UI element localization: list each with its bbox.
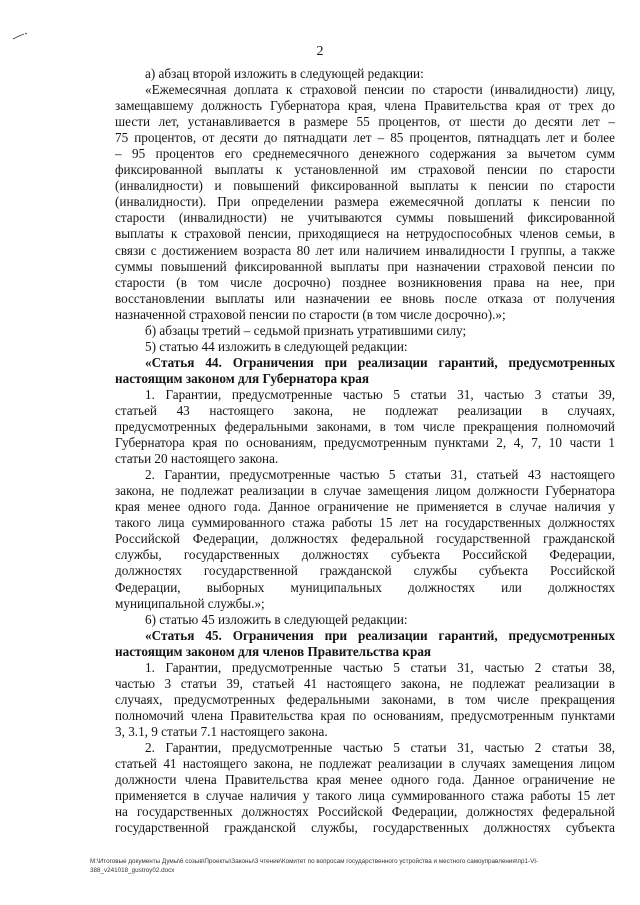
text-line: 2. Гарантии, предусмотренные частью 5 статьи 31, частью 2 статьи 38, bbox=[145, 739, 615, 755]
article-heading-line: настоящим законом для членов Правительства края bbox=[115, 643, 432, 659]
text-line: частью 3 статьи 39, статьей 41 настоящего закона, не подлежат реализации в bbox=[115, 675, 615, 691]
text-line: 3, 3.1, 9 статьи 7.1 настоящего закона. bbox=[115, 723, 328, 739]
text-line: закона, не подлежат реализации в случае замещения лицом должности Губернатора bbox=[115, 483, 615, 499]
text-line: статьей 41 настоящего закона, не подлежат реализации в случаях замещения лицом bbox=[115, 756, 615, 772]
text-line: Российской Федерации, должностях федеральной государственной гражданской bbox=[115, 531, 615, 547]
text-line: должностях государственной гражданской службы субъекта Российской bbox=[115, 563, 615, 579]
text-line: 1. Гарантии, предусмотренные частью 5 статьи 31, частью 3 статьи 39, bbox=[145, 386, 615, 402]
text-line: на государственных должностях Российской Федерации, должностях федеральной bbox=[115, 804, 615, 820]
text-line: 2. Гарантии, предусмотренные частью 5 статьи 31, статьей 43 настоящего bbox=[145, 467, 615, 483]
text-line: муниципальной службы.»; bbox=[115, 595, 265, 611]
footer-path-line: 388_v241018_gustroy02.docx bbox=[90, 866, 175, 874]
text-line: старости (в том числе досрочно) позднее возникновения права на нее, при bbox=[115, 274, 615, 290]
text-line: службы, государственных должностях субъекта Российской Федерации, bbox=[115, 547, 615, 563]
article-heading-line: «Статья 45. Ограничения при реализации гарантий, предусмотренных bbox=[145, 627, 615, 643]
text-line: 75 процентов, от десяти до пятнадцати лет – 85 процентов, пятнадцать лет и более bbox=[115, 130, 615, 146]
text-line: должности члена Правительства края менее одного года. Данное ограничение не bbox=[115, 772, 615, 788]
text-line: замещавшему должность Губернатора края, члена Правительства края от трех до bbox=[115, 98, 615, 114]
text-line: старости (инвалидности) не учитываются суммы повышений фиксированной bbox=[115, 210, 615, 226]
text-line: связи с достижением возраста 80 лет или наличием инвалидности I группы, а также bbox=[115, 242, 615, 258]
text-line: полномочий члена Правительства края по основаниям, предусмотренным пунктами bbox=[115, 707, 615, 723]
text-line: статьи 20 настоящего закона. bbox=[115, 451, 279, 467]
pen-mark-icon bbox=[12, 32, 30, 40]
text-line: применяется в случае наличия у такого лица суммированного стажа работы 15 лет bbox=[115, 788, 615, 804]
text-line: края менее одного года. Данное ограничение не применяется в случае наличия у bbox=[115, 499, 615, 515]
text-line: фиксированной выплаты к установленной им страховой пенсии по старости bbox=[115, 162, 615, 178]
text-line: (инвалидности) и повышений фиксированной выплаты к пенсии по старости bbox=[115, 178, 615, 194]
text-line: 1. Гарантии, предусмотренные частью 5 статьи 31, частью 2 статьи 38, bbox=[145, 659, 615, 675]
text-line: такого лица суммированного стажа работы 15 лет на государственных должностях bbox=[115, 515, 615, 531]
footer-path-line: M:\Итоговые документы Думы\6 созыв\Проекты\Законы\3 чтение\Комитет по вопросам государственного устройства и местного самоуправления\пр1-VI- bbox=[90, 858, 539, 865]
article-heading-line: «Статья 44. Ограничения при реализации гарантий, предусмотренных bbox=[145, 354, 615, 370]
text-line: (инвалидности). При определении размера ежемесячной доплаты к пенсии по bbox=[115, 194, 615, 210]
text-line: шести лет, устанавливается в размере 55 процентов, от шести до десяти лет – bbox=[115, 114, 615, 130]
text-line: суммы повышений фиксированной выплаты при назначении страховой пенсии по bbox=[115, 258, 615, 274]
document-body bbox=[115, 66, 615, 836]
text-line: б) абзацы третий – седьмой признать утратившими силу; bbox=[145, 322, 467, 338]
text-line: государственной гражданской службы, государственных должностях субъекта bbox=[115, 820, 615, 836]
text-line: «Ежемесячная доплата к страховой пенсии по старости (инвалидности) лицу, bbox=[145, 82, 615, 98]
text-line: Федерации, выборных муниципальных должностях или должностях bbox=[115, 579, 615, 595]
page-number: 2 bbox=[316, 44, 324, 59]
text-line: 5) статью 44 изложить в следующей редакции: bbox=[145, 338, 408, 354]
text-line: Губернатора края по основаниям, предусмотренным пунктами 2, 4, 7, 10 части 1 bbox=[115, 435, 615, 451]
text-line: предусмотренных федеральными законами, в том числе прекращения полномочий bbox=[115, 419, 615, 435]
article-heading-line: настоящим законом для Губернатора края bbox=[115, 370, 370, 386]
text-line: а) абзац второй изложить в следующей редакции: bbox=[145, 66, 424, 81]
text-line: выплаты к страховой пенсии, приходящиеся на нетрудоспособных членов семьи, в bbox=[115, 226, 615, 242]
text-line: случаях, предусмотренных федеральными законами, в том числе прекращения bbox=[115, 691, 615, 707]
text-line: статьей 43 настоящего закона, не подлежат реализации в случаях, bbox=[115, 402, 615, 418]
text-line: назначенной страховой пенсии по старости (в том числе досрочно).»; bbox=[115, 306, 506, 322]
text-line: 6) статью 45 изложить в следующей редакции: bbox=[145, 611, 408, 627]
text-line: восстановлении выплаты или назначении ее вновь после отказа от получения bbox=[115, 290, 615, 306]
file-path-footer bbox=[90, 858, 620, 875]
text-line: – 95 процентов его среднемесячного денежного содержания за вычетом сумм bbox=[115, 146, 615, 162]
